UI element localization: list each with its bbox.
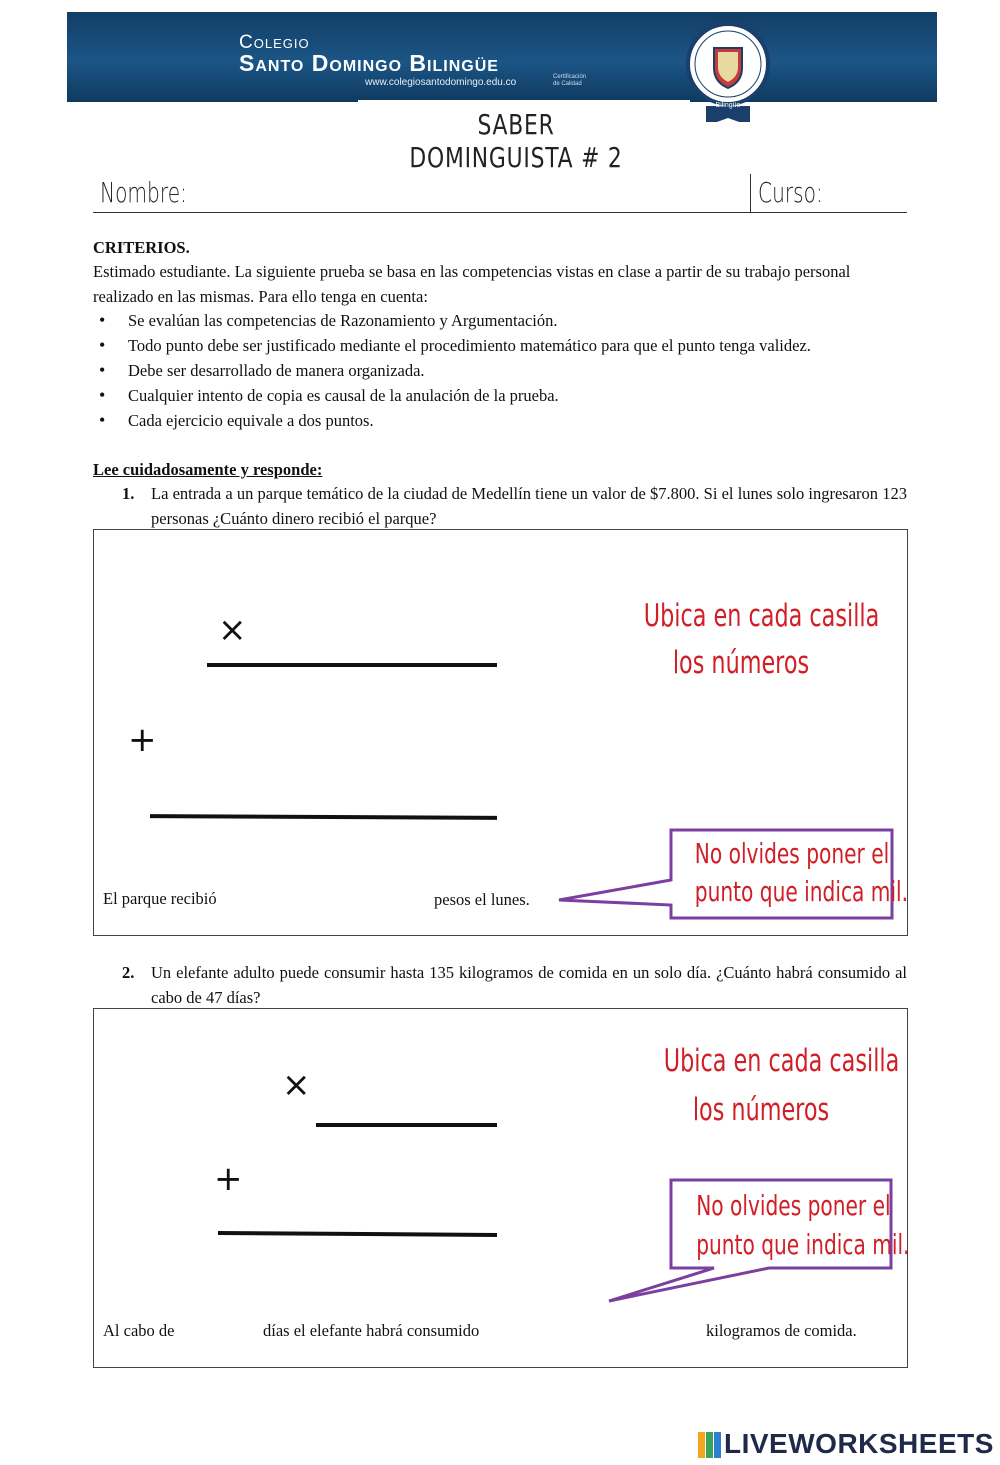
school-name-line1: Colegio <box>239 32 310 53</box>
question-1-text: La entrada a un parque temático de la ciudad de Medellín tiene un valor de $7.800. Si el lunes solo ingresaron 123 personas ¿Cuánto dinero recibió el parque? <box>151 484 907 528</box>
callout-line-2: punto que indica mil. <box>696 1228 910 1261</box>
answer-text-1: El parque recibió <box>103 889 217 908</box>
answer-text-2: días el elefante habrá consumido <box>263 1321 480 1340</box>
name-divider <box>750 174 751 212</box>
question-2-answer-box <box>93 1008 908 1368</box>
criterios-list <box>93 308 907 433</box>
question-1-answer-box <box>93 529 908 936</box>
sum-line <box>218 1231 497 1237</box>
sum-line <box>150 814 497 820</box>
plus-sign: + <box>214 1159 243 1199</box>
criterios-heading: CRITERIOS. <box>93 238 190 257</box>
question-2-text: Un elefante adulto puede consumir hasta 135 kilogramos de comida en un solo día. ¿Cuánto habrá consumido al cabo de 47 días? <box>151 963 907 1007</box>
seal-ribbon-text: Bilingüe <box>715 102 741 109</box>
hint-line-2: los números <box>672 645 810 681</box>
curso-label: Curso: <box>758 176 823 209</box>
page-title: SABER DOMINGUISTA # 2 <box>409 108 623 174</box>
multiply-sign: × <box>218 610 247 650</box>
header-banner <box>67 12 937 102</box>
list-item: • Cada ejercicio equivale a dos puntos. <box>93 408 907 433</box>
hint-line-1: Ubica en cada casilla <box>643 598 880 634</box>
list-item: • Cualquier intento de copia es causal de la anulación de la prueba. <box>93 383 907 408</box>
plus-sign: + <box>128 720 157 760</box>
answer-text-1: Al cabo de <box>103 1321 175 1340</box>
name-line <box>93 212 907 213</box>
hint-line-1: Ubica en cada casilla <box>663 1043 900 1079</box>
instructions-heading: Lee cuidadosamente y responde: <box>93 460 323 479</box>
callout-line-1: No olvides poner el <box>694 837 890 870</box>
hint-line-2: los números <box>692 1092 830 1128</box>
liveworksheets-logo-icon <box>698 1432 722 1458</box>
product-line <box>316 1123 497 1127</box>
list-item: • Todo punto debe ser justificado mediante el procedimiento matemático para que el punto tenga validez. <box>93 333 907 358</box>
list-item: • Debe ser desarrollado de manera organizada. <box>93 358 907 383</box>
footer-brand: LIVEWORKSHEETS <box>724 1428 994 1459</box>
criterios-intro: Estimado estudiante. La siguiente prueba se basa en las competencias vistas en clase a partir de su trabajo personal realizado en las mismas. Para ello tenga en cuenta: <box>93 262 851 306</box>
multiply-sign: × <box>282 1065 311 1105</box>
callout-line-2: punto que indica mil. <box>694 875 909 908</box>
school-website: www.colegiosantodomingo.edu.co <box>365 77 517 88</box>
question-2-number: 2. <box>122 963 135 982</box>
product-line <box>207 663 497 667</box>
callout-line-1: No olvides poner el <box>696 1189 891 1222</box>
list-item: • Se evalúan las competencias de Razonamiento y Argumentación. <box>93 308 907 333</box>
answer-text-3: kilogramos de comida. <box>706 1321 857 1340</box>
nombre-label: Nombre: <box>100 176 187 209</box>
question-1-number: 1. <box>122 484 135 503</box>
answer-text-2: pesos el lunes. <box>434 890 530 909</box>
school-name-line2: Santo Domingo Bilingüe <box>239 50 499 76</box>
certification-label: Certificación de Calidad <box>553 74 587 87</box>
